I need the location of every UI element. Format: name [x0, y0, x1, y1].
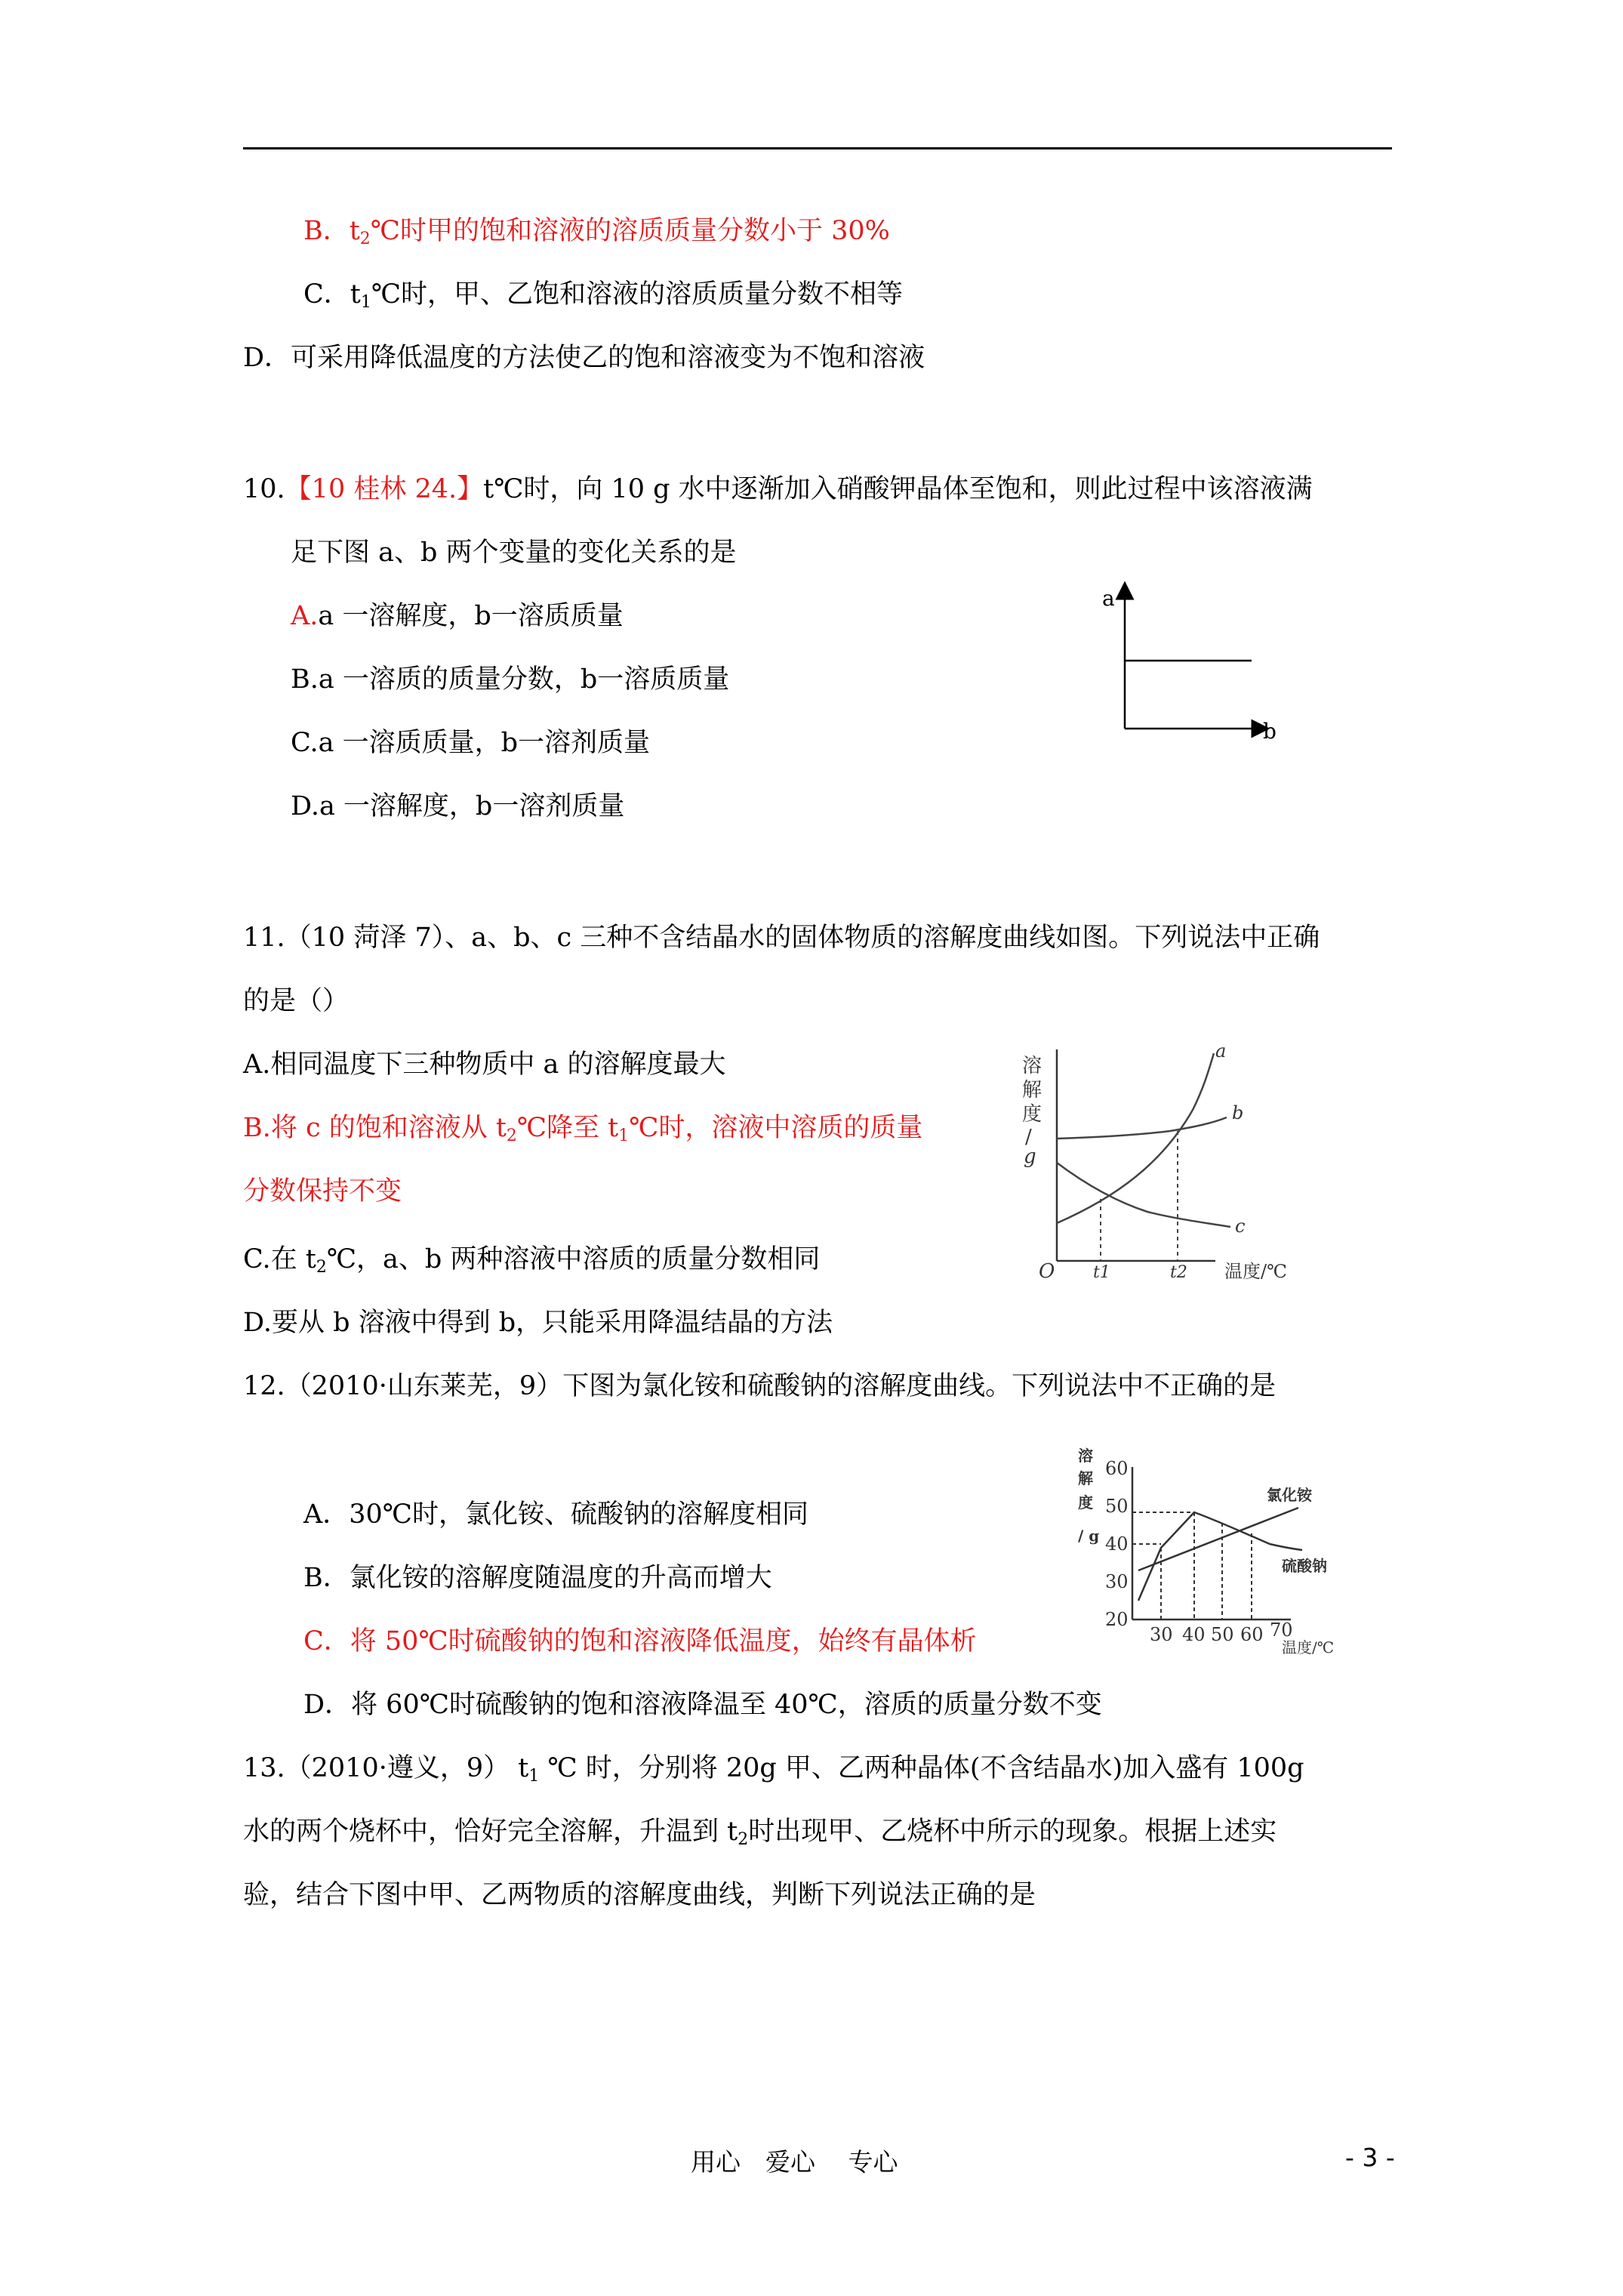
svg-text:溶: 溶: [1078, 1447, 1093, 1465]
q11-origin: O: [1039, 1260, 1055, 1283]
q10-stem-line1: 10.【10 桂林 24.】t℃时，向 10 g 水中逐渐加入硝酸钾晶体至饱和，则此过程中该溶液满: [243, 474, 1313, 504]
q10-option-a: A.a 一溶解度，b一溶质质量: [291, 601, 624, 631]
q12-xtick-30: 30: [1150, 1624, 1173, 1645]
q11-option-c: C.在 $t_2℃$，a、b 两种溶液中溶质的质量分数相同: [243, 1244, 821, 1277]
q12-option-c: C．将 50℃时硫酸钠的饱和溶液降低温度，始终有晶体析: [303, 1626, 977, 1657]
q11-tick-t1: t1: [1093, 1263, 1110, 1282]
q12-option-a: A．30℃时，氯化铵、硫酸钠的溶解度相同: [303, 1499, 808, 1530]
q9-option-c: C．$t_1℃$时，甲、乙饱和溶液的溶质质量分数不相等: [303, 279, 904, 312]
q11-curve-label-a: a: [1215, 1040, 1227, 1062]
q13-stem-line2: 水的两个烧杯中，恰好完全溶解，升温到 $t_2$时出现甲、乙烧杯中所示的现象。根据上述实: [243, 1817, 1277, 1849]
q13-stem-line1: 13.（2010·遵义，9） $t_1$ ℃ 时，分别将 20g 甲、乙两种晶体(不含结晶水)加入盛有 100g: [243, 1753, 1304, 1786]
q10-x-label: b: [1263, 719, 1277, 744]
q10-option-b: B.a 一溶质的质量分数，b一溶质质量: [291, 664, 730, 695]
q11-curve-label-c: c: [1235, 1216, 1246, 1237]
q12-legend-sodium-sulfate: 硫酸钠: [1282, 1557, 1327, 1575]
q12-curve-ammonium-chloride: [1138, 1508, 1298, 1570]
svg-text:度: 度: [1078, 1493, 1093, 1512]
q12-ytick-60: 60: [1105, 1458, 1129, 1479]
q10-option-c: C.a 一溶质质量，b一溶剂质量: [291, 728, 651, 758]
q12-option-d: D．将 60℃时硫酸钠的饱和溶液降温至 40℃，溶质的质量分数不变: [303, 1690, 1102, 1720]
q12-x-label: 温度/℃: [1282, 1638, 1335, 1657]
q11-graph: [1012, 1034, 1329, 1284]
q12-legend-ammonium-chloride: 氯化铵: [1267, 1486, 1312, 1504]
q12-ytick-50: 50: [1105, 1496, 1129, 1517]
q12-y-label: [1078, 1447, 1099, 1545]
q13-stem-line3: 验，结合下图中甲、乙两物质的溶解度曲线，判断下列说法正确的是: [243, 1880, 1036, 1910]
q11-stem-line1: 11.（10 菏泽 7）、a、b、c 三种不含结晶水的固体物质的溶解度曲线如图。下列说法中正确: [243, 923, 1320, 953]
svg-text:/ g: / g: [1078, 1527, 1100, 1545]
q12-option-b: B．氯化铵的溶解度随温度的升高而增大: [303, 1563, 772, 1593]
q12-ytick-30: 30: [1105, 1571, 1129, 1592]
q12-stem: 12.（2010·山东莱芜，9）下图为氯化铵和硫酸钠的溶解度曲线。下列说法中不正确的是: [243, 1371, 1277, 1401]
q11-option-b-line1: B.将 c 的饱和溶液从 $t_2℃$降至 $t_1℃$时，溶液中溶质的质量: [243, 1113, 923, 1145]
q11-option-b-line2: 分数保持不变: [243, 1176, 402, 1207]
q11-stem-line2: 的是（）: [243, 986, 350, 1016]
svg-text:g: g: [1024, 1145, 1036, 1168]
q10-option-d: D.a 一溶解度，b一溶剂质量: [291, 791, 625, 821]
q9-option-d: D．可采用降低温度的方法使乙的饱和溶液变为不饱和溶液: [243, 343, 925, 373]
q12-xtick-70: 70: [1270, 1620, 1293, 1641]
footer-motto: 用心 爱心 专心: [691, 2147, 898, 2177]
q11-option-d: D.要从 b 溶液中得到 b，只能采用降温结晶的方法: [243, 1308, 833, 1338]
q12-ytick-40: 40: [1105, 1533, 1129, 1555]
q11-curve-label-b: b: [1232, 1102, 1244, 1123]
q12-curve-sodium-sulfate: [1138, 1512, 1302, 1601]
svg-text:解: 解: [1078, 1469, 1093, 1487]
q10-graph: [1087, 574, 1283, 755]
svg-text:解: 解: [1022, 1079, 1042, 1102]
q12-graph: [1072, 1438, 1374, 1657]
q9-option-b: B．$t_2℃$时甲的饱和溶液的溶质质量分数小于 30%: [303, 216, 890, 248]
page-number: - 3 -: [1345, 2143, 1395, 2172]
header-rule: [243, 147, 1392, 149]
svg-text:溶: 溶: [1022, 1055, 1042, 1077]
q12-xtick-40: 40: [1182, 1624, 1206, 1645]
q12-ytick-20: 20: [1105, 1609, 1129, 1630]
svg-text:度: 度: [1022, 1103, 1042, 1126]
q12-xtick-60: 60: [1240, 1624, 1264, 1645]
svg-text:/: /: [1025, 1126, 1032, 1148]
q11-x-label: 温度/℃: [1224, 1261, 1287, 1282]
q10-y-label: a: [1102, 586, 1115, 611]
q10-stem-line2: 足下图 a、b 两个变量的变化关系的是: [291, 538, 737, 568]
q11-option-a: A.相同温度下三种物质中 a 的溶解度最大: [243, 1049, 726, 1080]
q12-xtick-50: 50: [1211, 1624, 1234, 1645]
q11-tick-t2: t2: [1170, 1263, 1187, 1282]
